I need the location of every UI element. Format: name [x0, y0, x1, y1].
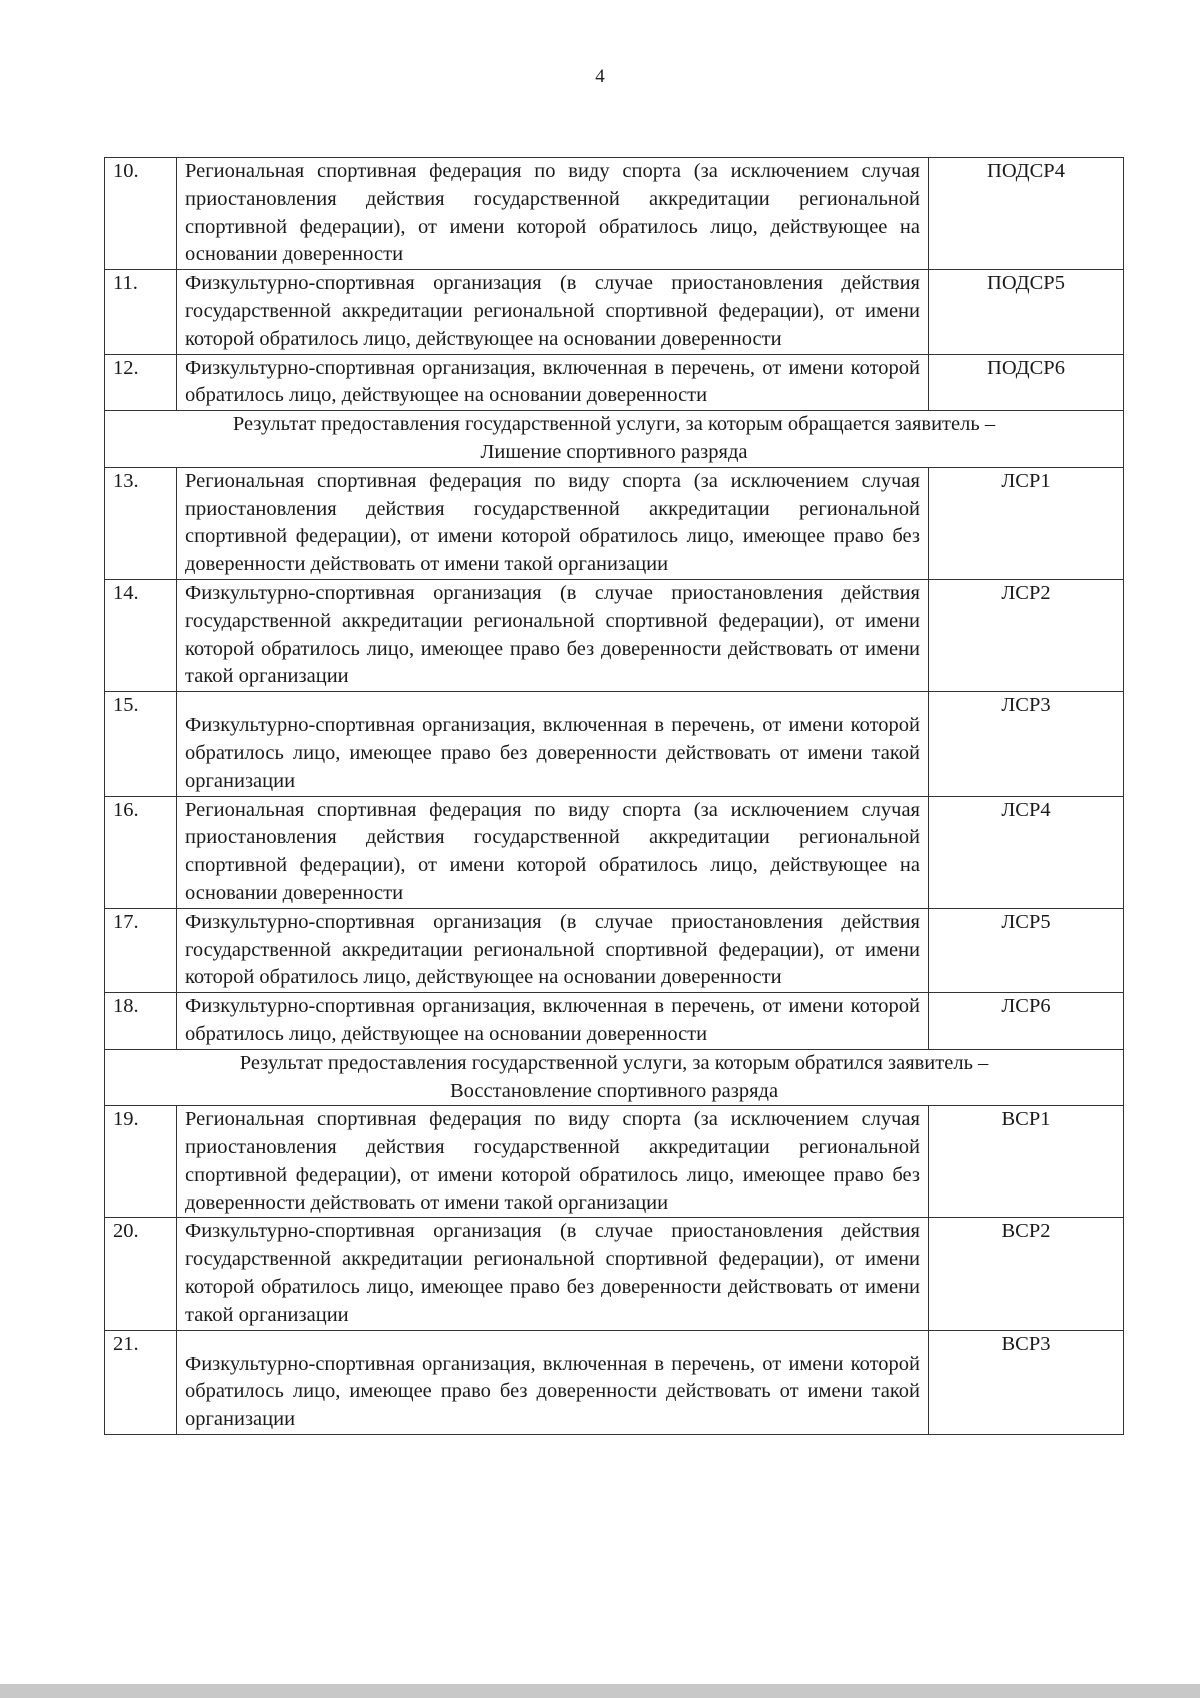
- row-number: 13.: [105, 467, 177, 579]
- table-row: [105, 1218, 1124, 1330]
- variant-code: ВСР2: [929, 1218, 1124, 1330]
- section-header-line2: Лишение спортивного разряда: [480, 440, 748, 463]
- applicant-description: Физкультурно-спортивная организация (в случае приостановления действия государственной аккредитации региональной спортивной федерации), от имени которой обратилось лицо, действующее на основании доверенности: [177, 270, 929, 354]
- section-header-line1: Результат предоставления государственной услуги, за которым обращается заявитель –: [232, 413, 996, 436]
- applicant-description: Физкультурно-спортивная организация, включенная в перечень, от имени которой обратилось лицо, действующее на основании доверенности: [177, 354, 929, 411]
- applicant-description: Физкультурно-спортивная организация (в случае приостановления действия государственной аккредитации региональной спортивной федерации), от имени которой обратилось лицо, имеющее право без доверенности действовать от имени такой организации: [177, 579, 929, 691]
- table-row: [105, 1330, 1124, 1434]
- variant-code: ЛСР1: [929, 467, 1124, 579]
- table-row: [105, 908, 1124, 992]
- table-row: [105, 993, 1124, 1050]
- row-number: 14.: [105, 579, 177, 691]
- row-number: 21.: [105, 1330, 177, 1434]
- row-number: 18.: [105, 993, 177, 1050]
- table-row: [105, 270, 1124, 354]
- applicant-description: Физкультурно-спортивная организация, включенная в перечень, от имени которой обратилось лицо, действующее на основании доверенности: [177, 993, 929, 1050]
- table-row: [105, 354, 1124, 411]
- variant-code: ВСР1: [929, 1106, 1124, 1218]
- row-number: 19.: [105, 1106, 177, 1218]
- table-row: [105, 796, 1124, 908]
- applicant-description: Физкультурно-спортивная организация (в случае приостановления действия государственной аккредитации региональной спортивной федерации), от имени которой обратилось лицо, действующее на основании доверенности: [177, 908, 929, 992]
- variant-code: ЛСР5: [929, 908, 1124, 992]
- table-row: [105, 692, 1124, 796]
- section-header-line1: Результат предоставления государственной услуги, за которым обратился заявитель –: [239, 1051, 989, 1074]
- table-row: [105, 467, 1124, 579]
- table-row: [105, 579, 1124, 691]
- section-header: [105, 411, 1124, 468]
- applicant-description: Физкультурно-спортивная организация, включенная в перечень, от имени которой обратилось лицо, имеющее право без доверенности действовать от имени такой организации: [177, 692, 929, 796]
- variant-code: ПОДСР5: [929, 270, 1124, 354]
- section-header-row: [105, 1049, 1124, 1106]
- applicant-variants-table: [104, 157, 1124, 1435]
- row-number: 10.: [105, 158, 177, 270]
- section-header-line2: Восстановление спортивного разряда: [449, 1079, 779, 1102]
- applicant-description: Региональная спортивная федерация по виду спорта (за исключением случая приостановления действия государственной аккредитации региональной спортивной федерации), от имени которой обратилось лицо, действующее на основании доверенности: [177, 158, 929, 270]
- row-number: 12.: [105, 354, 177, 411]
- row-number: 16.: [105, 796, 177, 908]
- row-number: 20.: [105, 1218, 177, 1330]
- section-header: [105, 1049, 1124, 1106]
- applicant-description: Физкультурно-спортивная организация (в случае приостановления действия государственной аккредитации региональной спортивной федерации), от имени которой обратилось лицо, имеющее право без доверенности действовать от имени такой организации: [177, 1218, 929, 1330]
- page-number: 4: [595, 66, 605, 87]
- applicant-description: Региональная спортивная федерация по виду спорта (за исключением случая приостановления действия государственной аккредитации региональной спортивной федерации), от имени которой обратилось лицо, имеющее право без доверенности действовать от имени такой организации: [177, 1106, 929, 1218]
- variant-code: ЛСР4: [929, 796, 1124, 908]
- variant-code: ЛСР3: [929, 692, 1124, 796]
- applicant-description: Региональная спортивная федерация по виду спорта (за исключением случая приостановления действия государственной аккредитации региональной спортивной федерации), от имени которой обратилось лицо, имеющее право без доверенности действовать от имени такой организации: [177, 467, 929, 579]
- variant-code: ЛСР6: [929, 993, 1124, 1050]
- section-header-row: [105, 411, 1124, 468]
- scan-edge: [0, 1684, 1200, 1698]
- row-number: 15.: [105, 692, 177, 796]
- applicant-description: Региональная спортивная федерация по виду спорта (за исключением случая приостановления действия государственной аккредитации региональной спортивной федерации), от имени которой обратилось лицо, действующее на основании доверенности: [177, 796, 929, 908]
- applicant-description: Физкультурно-спортивная организация, включенная в перечень, от имени которой обратилось лицо, имеющее право без доверенности действовать от имени такой организации: [177, 1330, 929, 1434]
- table-row: [105, 158, 1124, 270]
- variant-code: ЛСР2: [929, 579, 1124, 691]
- variant-code: ВСР3: [929, 1330, 1124, 1434]
- row-number: 11.: [105, 270, 177, 354]
- row-number: 17.: [105, 908, 177, 992]
- table-row: [105, 1106, 1124, 1218]
- variant-code: ПОДСР4: [929, 158, 1124, 270]
- variant-code: ПОДСР6: [929, 354, 1124, 411]
